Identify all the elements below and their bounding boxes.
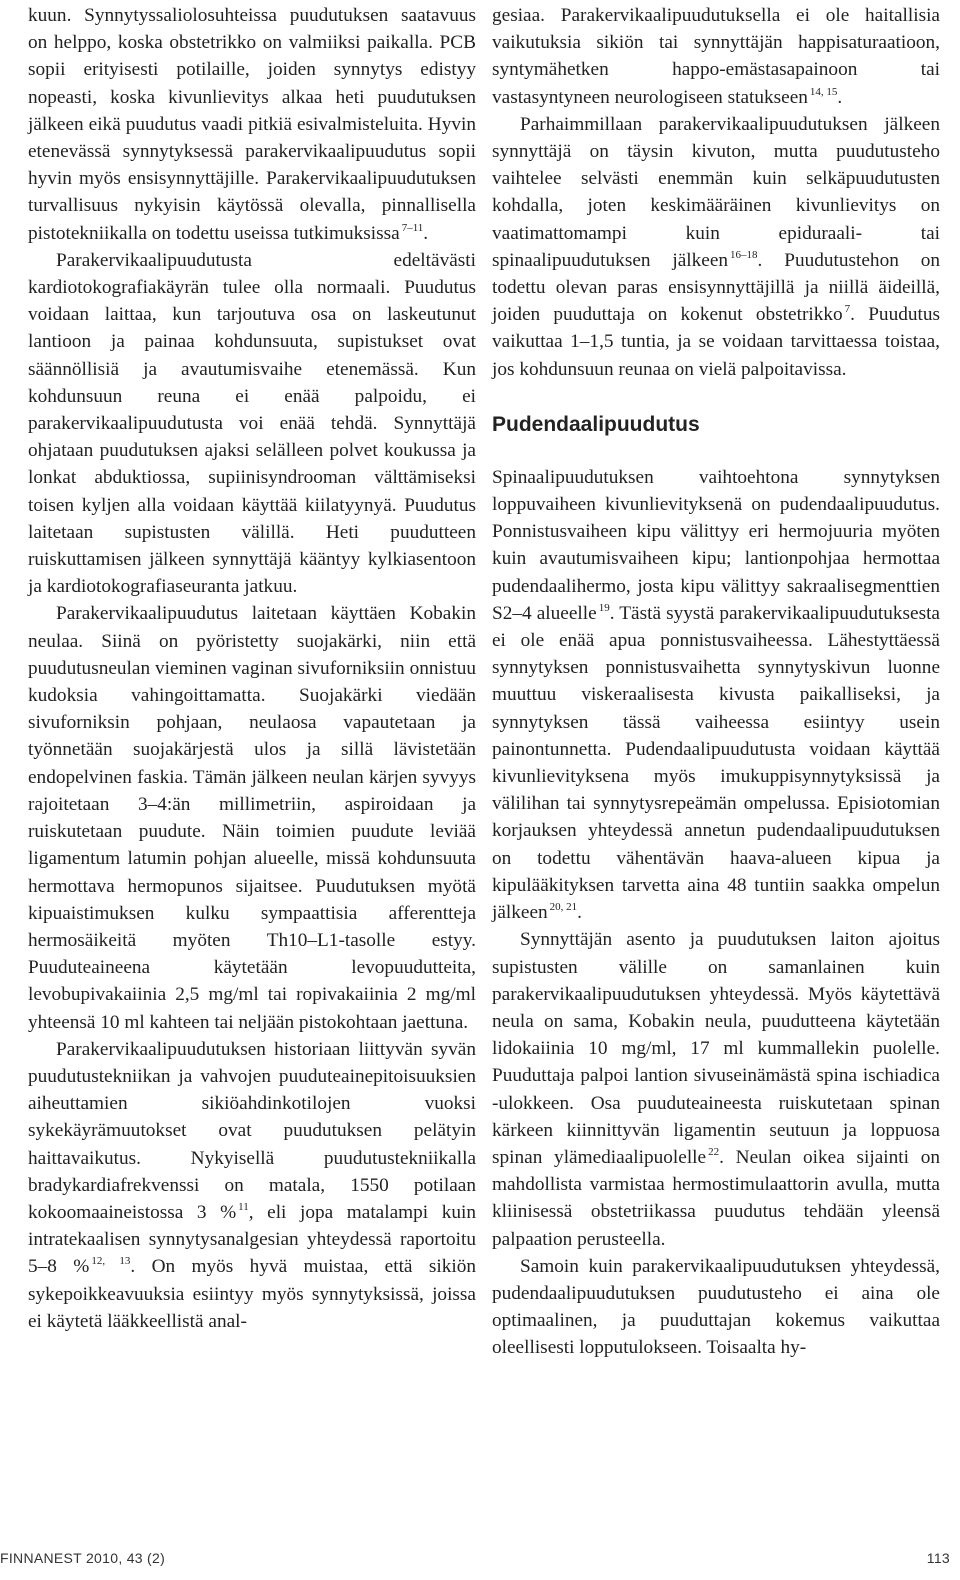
citation: 14, 15 — [809, 85, 838, 98]
right-text-column — [492, 2, 940, 1362]
paragraph-text: . Puudutustehon on todettu olevan paras ensisynnyttäjillä ja niillä äideillä, joiden puuduttaja on kokenut obstetrikko — [492, 249, 940, 326]
paragraph — [492, 1253, 940, 1362]
paragraph — [28, 247, 476, 601]
paragraph-text: Parhaimmillaan parakervikaalipuudutuksen jälkeen synnyttäjä on täysin kivuton, mutta puudutusteho vaihtelee selvästi enemmän kuin selkäpuudutusten kohdalla, joten keskimääräinen kivunlievitys on vaatimattomampi kuin epiduraali- tai spinaalipuudutuksen jälkeen — [492, 113, 940, 271]
paragraph-text: Synnyttäjän asento ja puudutuksen laiton ajoitus supistusten välille on samanlainen kuin parakervikaalipuudutuksen yhteydessä. Myös käytettävä neula on sama, Kobakin neula, puudutteena käytetään lidokaiinia 10 mg/ml, 17 ml kummallekin puolelle. Puuduttaja palpoi lantion sivuseinämästä spina ischiadica -ulokkeen. Osa puuduteaineesta ruiskutetaan spinan kärkeen kiinnittyvän ligamentin seutuun ja loppuosa spinan ylämediaalipuolelle — [492, 929, 940, 1168]
paragraph-text: . — [837, 86, 843, 108]
citation: 12, 13 — [91, 1255, 131, 1268]
paragraph-text: gesiaa. Parakervikaalipuudutuksella ei ole haitallisia vaikutuksia sikiön tai synnyttäjän happisaturaatioon, syntymähetken happo-emästasapainoon tai vastasyntyneen neurologiseen statukseen — [492, 5, 940, 108]
paragraph-text: Parakervikaalipuudutuksen historiaan liittyvän syvän puudutustekniikan ja vahvojen puuduteainepitoisuuksien aiheuttamien sikiöahdinkotilojen vuoksi sykekäyrämuutokset ovat puudutuksen pelätyin haittavaikutus. Nykyisellä puudutustekniikalla bradykardiafrekvenssi on matala, 1550 potilaan kokoomaaineistossa 3 % — [28, 1038, 476, 1223]
paragraph — [492, 2, 940, 111]
section-heading: Pudendaalipuudutus — [492, 412, 700, 436]
paragraph — [28, 600, 476, 1035]
paragraph-text: . — [423, 222, 429, 244]
paragraph-text: Parakervikaalipuudutusta edeltävästi kardiotokografiakäyrän tulee olla normaali. Puudutus voidaan laittaa, kun tarjoutuva osa on laskeutunut lantioon ja painaa kohdunsuuta, supistukset ovat säännöllisiä ja avautumisvaihe etenemässä. Kun kohdunsuun reuna ei enää palpoidu, ei parakervikaalipuudutusta voi enää tehdä. Synnyttäjä ohjataan puudutuksen ajaksi selälleen polvet koukussa ja lonkat abduktiossa, supiinisyndrooman välttämiseksi toisen kyljen alla voidaan käyttää kiilatyynyä. Puudutus laitetaan supistusten välillä. Heti puudutteen ruiskuttamisen jälkeen synnyttäjä kääntyy kylkiasentoon ja kardiotokografiaseuranta jatkuu. — [28, 249, 476, 598]
paragraph — [28, 2, 476, 247]
paragraph-text: . Tästä syystä parakervikaalipuudutuksesta ei ole enää apua ponnistusvaiheessa. Lähestyttäessä synnytyksen ponnistusvaihetta synnytyskivun luonne muuttuu viskeraalisesta kivusta paikalliseksi, ja synnytyksen tässä vaiheessa esiintyy usein painontunnetta. Pudendaalipuudutusta voidaan käyttää kivunlievityksena myös imukuppisynnytyksissä ja välilihan tai synnytysrepeämän ompelussa. Episiotomian korjauksen yhteydessä annetun pudendaalipuudutuksen on todettu vähentävän haava-alueen kipua ja kipulääkityksen tarvetta aina 48 tuntiin saakka ompelun jälkeen — [492, 602, 940, 924]
page-number: 113 — [926, 1550, 950, 1566]
paragraph — [492, 926, 940, 1252]
paragraph-text: . — [577, 902, 582, 924]
paragraph-text: . Neulan oikea sijainti on mahdollista varmistaa hermostimulaattorin avulla, mutta kliinisessä obstetriikassa puudutus tehdään yleensä palpaation perusteella. — [492, 1146, 940, 1250]
citation: 22 — [708, 1145, 720, 1158]
citation: 11 — [238, 1200, 249, 1213]
paragraph — [492, 111, 940, 383]
paragraph — [492, 464, 940, 926]
citation: 16–18 — [730, 248, 758, 261]
journal-footer: FINNANEST 2010, 43 (2) — [0, 1550, 166, 1566]
paragraph-text: , eli jopa matalampi kuin intratekaalisen synnytysanalgesian yhteydessä raportoitu 5–8 % — [28, 1201, 476, 1278]
citation: 7–11 — [401, 221, 424, 234]
citation: 19 — [598, 601, 610, 614]
paragraph-text: Parakervikaalipuudutus laitetaan käyttäen Kobakin neulaa. Siinä on pyöristetty suojakärki, niin että puudutusneulan vieminen vaginan sivuforniksiin onnistuu kudoksia vahingoittamatta. Suojakärki viedään sivuforniksin pohjaan, neulaosa vapautetaan ja työnnetään suojakärjestä ulos ja sillä lävistetään endopelvinen faskia. Tämän jälkeen neulan kärjen syvyys rajoitetaan 3–4:än millimetriin, aspiroidaan ja ruiskutetaan puudute. Näin toimien puudute leviää ligamentum latumin pohjan alueelle, missä kohdunsuuta hermottava hermopunos sijaitsee. Puudutuksen myötä kipuaistimuksen kulku sympaattisia afferentteja hermosäikeitä myöten Th10–L1-tasolle estyy. Puuduteaineena käytetään levopuudutteita, levobupivakaiinia 2,5 mg/ml tai ropivakaiinia 2 mg/ml yhteensä 10 ml kahteen tai neljään pistokohtaan jaettuna. — [28, 603, 476, 1033]
paragraph-text: . Puudutus vaikuttaa 1–1,5 tuntia, ja se voidaan tarvittaessa toistaa, jos kohdunsuun reunaa on vielä palpoitavissa. — [492, 304, 940, 380]
paragraph — [28, 1036, 476, 1335]
left-text-column — [28, 2, 476, 1335]
paragraph-text: kuun. Synnytyssaliolosuhteissa puudutuksen saatavuus on helppo, koska obstetrikko on valmiiksi paikalla. PCB sopii erityisesti potilaille, joiden synnytys edistyy nopeasti, koska kivunlievitys alkaa heti puudutuksen jälkeen eikä puudutus vaadi pitkiä esivalmisteluita. Hyvin etenevässä synnytyksessä parakervikaalipuudutus sopii hyvin myös ensisynnyttäjille. Parakervikaalipuudutuksen turvallisuus nykyisin käytössä olevalla, pinnallisella pistotekniikalla on todettu useissa tutkimuksissa — [28, 5, 476, 244]
citation: 7 — [844, 303, 851, 316]
paragraph-text: Spinaalipuudutuksen vaihtoehtona synnytyksen loppuvaiheen kivunlievityksenä on pudendaalipuudutus. Ponnistusvaiheen kipu välittyy eri hermojuuria myöten kuin avautumisvaiheen kipu; lantionpohjaa hermottaa pudendaalihermo, josta kipu välittyy sakraalisegmenttien S2–4 alueelle — [492, 466, 940, 624]
citation: 20, 21 — [549, 901, 578, 914]
paragraph-text: . On myös hyvä muistaa, että sikiön sykepoikkeavuuksia esiintyy myös synnytyksissä, joissa ei käytetä lääkkeellistä anal- — [28, 1256, 476, 1332]
paragraph-text: Samoin kuin parakervikaalipuudutuksen yhteydessä, pudendaalipuudutuksen puudutusteho ei aina ole optimaalinen, ja puuduttajan kokemus vaikuttaa oleellisesti lopputulokseen. Toisaalta hy- — [492, 1255, 940, 1359]
